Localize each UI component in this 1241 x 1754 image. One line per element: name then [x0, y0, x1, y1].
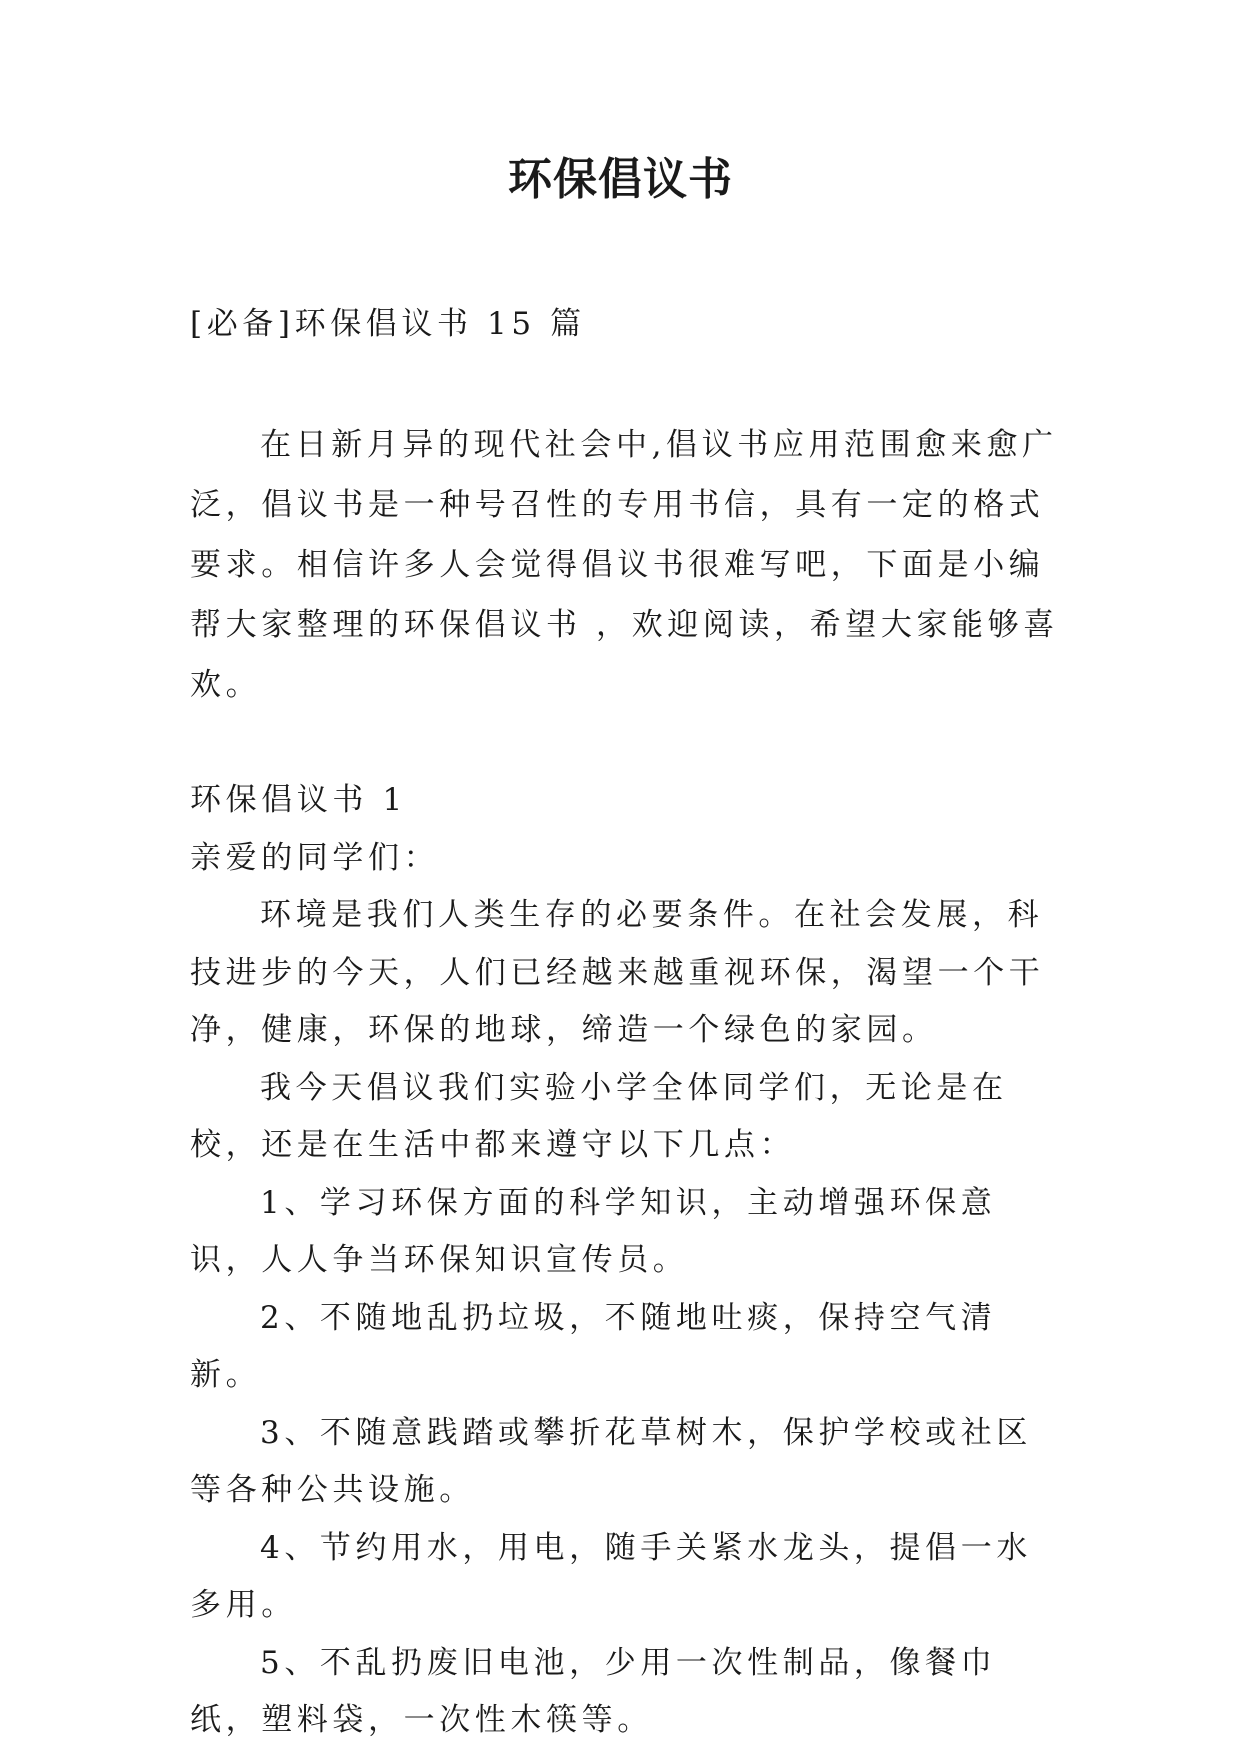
list-item: 4、节约用水，用电，随手关紧水龙头，提倡一水多用。	[190, 1529, 1032, 1623]
list-item: 5、不乱扔废旧电池，少用一次性制品，像餐巾纸，塑料袋，一次性木筷等。	[190, 1644, 997, 1738]
list-item: 2、不随地乱扔垃圾，不随地吐痰，保持空气清新。	[190, 1299, 997, 1393]
greeting: 亲爱的同学们：	[190, 839, 440, 876]
body-paragraph: 环境是我们人类生存的必要条件。在社会发展，科技进步的今天，人们已经越来越重视环保，渴望一个干净，健康，环保的地球，缔造一个绿色的家园。	[190, 897, 1045, 1048]
intro-paragraph: 在日新月异的现代社会中,倡议书应用范围愈来愈广泛，倡议书是一种号召性的专用书信，具有一定的格式要求。相信许多人会觉得倡议书很难写吧，下面是小编帮大家整理的环保倡议书 ，欢迎阅读，希望大家能够喜欢。	[190, 427, 1059, 703]
section-heading: 环保倡议书 1	[190, 782, 407, 818]
document-body	[190, 294, 1060, 1750]
spacer	[190, 354, 1060, 415]
list-item: 3、不随意践踏或攀折花草树木，保护学校或社区等各种公共设施。	[190, 1414, 1032, 1508]
document-subtitle: [必备]环保倡议书 15 篇	[190, 306, 586, 342]
document-title: 环保倡议书	[508, 154, 733, 205]
body-paragraph: 我今天倡议我们实验小学全体同学们，无论是在校，还是在生活中都来遵守以下几点：	[190, 1069, 1008, 1163]
spacer	[190, 715, 1060, 772]
list-item: 1、学习环保方面的科学知识，主动增强环保意识，人人争当环保知识宣传员。	[190, 1184, 997, 1278]
